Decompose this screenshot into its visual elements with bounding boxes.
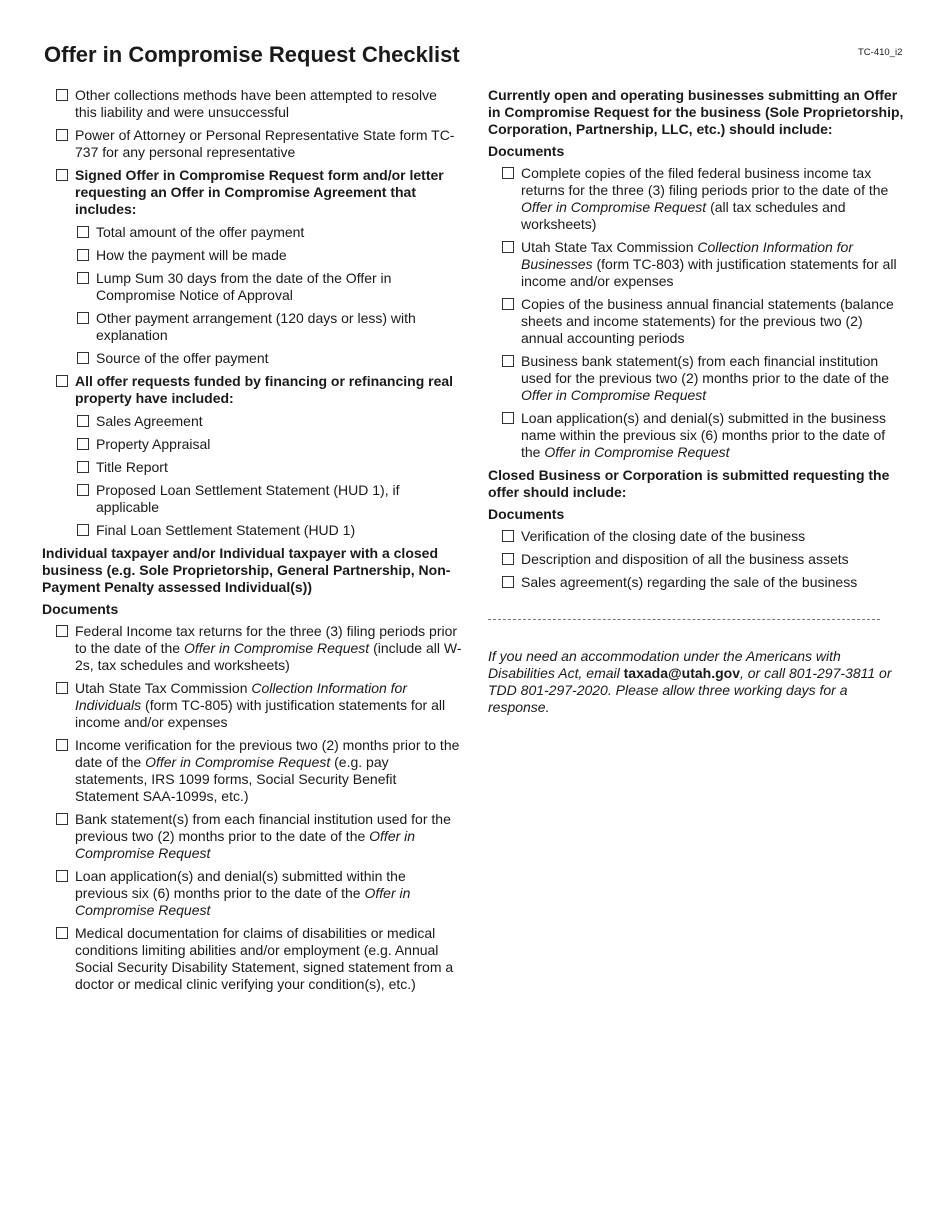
- documents-label: Documents: [488, 143, 565, 159]
- form-number: TC-410_i2: [858, 47, 903, 58]
- checklist-subitem: [42, 350, 462, 367]
- checkbox[interactable]: [502, 241, 514, 253]
- checklist-item: [42, 87, 462, 121]
- checklist-subitem: [42, 270, 462, 304]
- item-tail: (e.g. pay statements, IRS 1099 forms, Social Security Benefit Statement SAA-1099s, etc.): [75, 754, 397, 804]
- item-text: Final Loan Settlement Statement (HUD 1): [96, 522, 356, 538]
- item-italic: Offer in Compromise Request: [145, 754, 331, 770]
- item-text: Loan application(s) and denial(s) submitted within the previous six (6) months prior to the date of the: [75, 868, 406, 901]
- checkbox[interactable]: [56, 682, 68, 694]
- checklist-item: [488, 165, 908, 233]
- item-text: Lump Sum 30 days from the date of the Offer in Compromise Notice of Approval: [96, 270, 392, 303]
- item-italic: Offer in Compromise Request: [75, 828, 416, 861]
- checkbox[interactable]: [77, 461, 89, 473]
- item-text: Total amount of the offer payment: [96, 224, 305, 240]
- item-text: Income verification for the previous two (2) months prior to the date of the: [75, 737, 460, 770]
- right-column: [488, 87, 908, 716]
- checkbox[interactable]: [77, 312, 89, 324]
- checklist-subitem: [42, 224, 462, 241]
- item-text: Utah State Tax Commission: [521, 239, 694, 255]
- checklist-item: [42, 127, 462, 161]
- checkbox[interactable]: [77, 226, 89, 238]
- documents-label: Documents: [488, 506, 565, 522]
- checklist-item: [488, 551, 908, 568]
- item-italic: Collection Information for Individuals: [75, 680, 408, 713]
- checkbox[interactable]: [56, 89, 68, 101]
- item-tail: (form TC-803) with justification statements for all income and/or expenses: [521, 256, 897, 289]
- item-text: Property Appraisal: [96, 436, 211, 452]
- checkbox[interactable]: [502, 553, 514, 565]
- documents-label: Documents: [42, 601, 119, 617]
- checkbox[interactable]: [502, 355, 514, 367]
- item-text: Medical documentation for claims of disabilities or medical conditions limiting abilities and/or employment (e.g. Annual Social Security Disability Statement, signed statement from a doctor or medical clinic verifying your condition(s), etc.): [75, 925, 454, 992]
- item-italic: Offer in Compromise Request: [75, 885, 411, 918]
- item-text: Copies of the business annual financial statements (balance sheets and income statements) for the previous two (2) annual accounting periods: [521, 296, 894, 346]
- checkbox[interactable]: [56, 625, 68, 637]
- closed-business-heading: Closed Business or Corporation is submitted requesting the offer should include:: [488, 467, 890, 500]
- checkbox[interactable]: [77, 249, 89, 261]
- checklist-subitem: [42, 310, 462, 344]
- checklist-item: [488, 353, 908, 404]
- item-text: Utah State Tax Commission: [75, 680, 248, 696]
- dashed-divider: [488, 619, 880, 620]
- item-text: How the payment will be made: [96, 247, 287, 263]
- individual-heading: Individual taxpayer and/or Individual taxpayer with a closed business (e.g. Sole Proprietorship, General Partnership, Non-Payment Penalty assessed Individual(s)): [42, 545, 451, 595]
- checklist-item: [42, 373, 462, 407]
- checklist-item: [488, 239, 908, 290]
- item-tail: (include all W-2s, tax schedules and worksheets): [75, 640, 462, 673]
- checkbox[interactable]: [77, 352, 89, 364]
- checkbox[interactable]: [502, 167, 514, 179]
- financing-label: All offer requests funded by financing or refinancing real property have included:: [75, 373, 454, 406]
- item-text: Other payment arrangement (120 days or less) with explanation: [96, 310, 416, 343]
- item-text: Complete copies of the filed federal business income tax returns for the three (3) filing periods prior to the date of the: [521, 165, 889, 198]
- item-text: Bank statement(s) from each financial institution used for the previous two (2) months prior to the date of the: [75, 811, 451, 844]
- item-italic: Collection Information for Businesses: [521, 239, 854, 272]
- checkbox[interactable]: [56, 129, 68, 141]
- checkbox[interactable]: [56, 813, 68, 825]
- item-tail: (all tax schedules and worksheets): [521, 199, 846, 232]
- checklist-subitem: [42, 459, 462, 476]
- checkbox[interactable]: [502, 298, 514, 310]
- checkbox[interactable]: [77, 524, 89, 536]
- checklist-item: [42, 868, 462, 919]
- item-text: Federal Income tax returns for the three (3) filing periods prior to the date of the: [75, 623, 458, 656]
- checkbox[interactable]: [77, 438, 89, 450]
- checkbox[interactable]: [56, 927, 68, 939]
- item-text: Other collections methods have been attempted to resolve this liability and were unsuccessful: [75, 87, 437, 120]
- item-text: Verification of the closing date of the business: [521, 528, 806, 544]
- checklist-item: [42, 737, 462, 805]
- note-after: , or call 801-297-3811 or TDD 801-297-2020. Please allow three working days for a response.: [488, 665, 892, 715]
- signed-offer-label: Signed Offer in Compromise Request form and/or letter requesting an Offer in Compromise Agreement that includes:: [75, 167, 444, 217]
- item-text: Loan application(s) and denial(s) submitted in the business name within the previous six (6) months prior to the date of the: [521, 410, 886, 460]
- checklist-item: [488, 410, 908, 461]
- checkbox[interactable]: [56, 739, 68, 751]
- item-text: Description and disposition of all the business assets: [521, 551, 849, 567]
- item-text: Business bank statement(s) from each financial institution used for the previous two (2) months prior to the date of the: [521, 353, 890, 386]
- checkbox[interactable]: [502, 530, 514, 542]
- checkbox[interactable]: [77, 272, 89, 284]
- item-text: Sales Agreement: [96, 413, 203, 429]
- checkbox[interactable]: [77, 415, 89, 427]
- item-italic: Offer in Compromise Request: [183, 640, 370, 656]
- checklist-subitem: [42, 482, 462, 516]
- item-text: Sales agreement(s) regarding the sale of the business: [521, 574, 858, 590]
- item-text: Title Report: [96, 459, 168, 475]
- left-column: [42, 87, 462, 999]
- item-text: Power of Attorney or Personal Representative State form TC-737 for any personal representative: [75, 127, 455, 160]
- checklist-subitem: [42, 247, 462, 264]
- checklist-item: [42, 811, 462, 862]
- item-text: Source of the offer payment: [96, 350, 269, 366]
- checklist-item: [42, 925, 462, 993]
- note-before: If you need an accommodation under the Americans with Disabilities Act, email: [488, 648, 841, 681]
- checklist-subitem: [42, 413, 462, 430]
- item-italic: Offer in Compromise Request: [521, 199, 707, 215]
- checkbox[interactable]: [56, 375, 68, 387]
- checkbox[interactable]: [56, 870, 68, 882]
- page-title: Offer in Compromise Request Checklist: [44, 42, 460, 67]
- checklist-item: [488, 574, 908, 591]
- accommodation-email[interactable]: taxada@utah.gov: [623, 665, 740, 681]
- checklist-item: [488, 528, 908, 545]
- accommodation-note: [488, 648, 908, 716]
- checkbox[interactable]: [77, 484, 89, 496]
- item-text: Proposed Loan Settlement Statement (HUD 1), if applicable: [96, 482, 400, 515]
- checklist-item: [42, 623, 462, 674]
- item-tail: (form TC-805) with justification statements for all income and/or expenses: [75, 697, 446, 730]
- checkbox[interactable]: [56, 169, 68, 181]
- item-italic: Offer in Compromise Request: [521, 387, 707, 403]
- open-business-heading: Currently open and operating businesses submitting an Offer in Compromise Request for the business (Sole Proprietorship, Corporation, Partnership, LLC, etc.) should include:: [488, 87, 904, 137]
- checkbox[interactable]: [502, 412, 514, 424]
- item-italic: Offer in Compromise Request: [544, 444, 730, 460]
- checklist-item: [488, 296, 908, 347]
- checkbox[interactable]: [502, 576, 514, 588]
- checklist-item: [42, 680, 462, 731]
- checklist-subitem: [42, 522, 462, 539]
- checklist-item: [42, 167, 462, 218]
- checklist-subitem: [42, 436, 462, 453]
